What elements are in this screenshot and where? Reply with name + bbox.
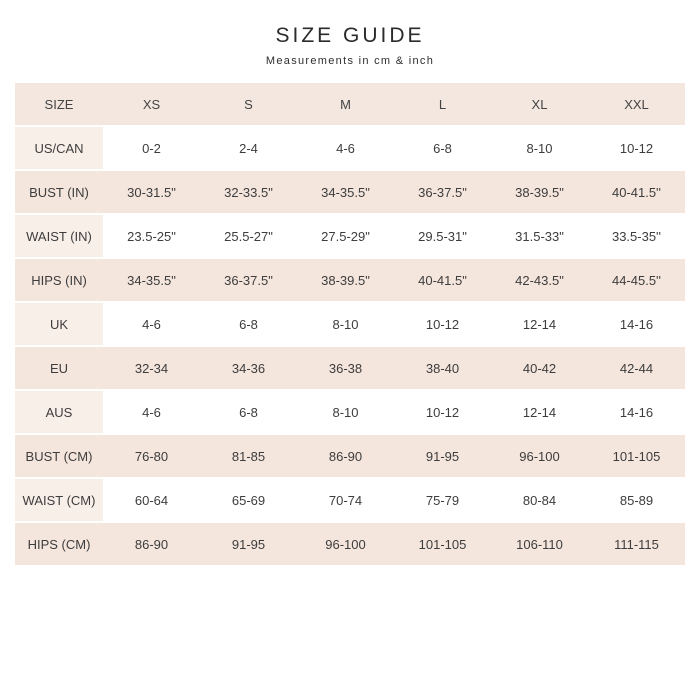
row-label: BUST (IN) xyxy=(15,171,103,213)
size-cell: 76-80 xyxy=(103,435,200,477)
size-cell: 10-12 xyxy=(588,127,685,169)
column-header: S xyxy=(200,83,297,125)
size-cell: 86-90 xyxy=(103,523,200,565)
size-cell: 27.5-29" xyxy=(297,215,394,257)
column-header: L xyxy=(394,83,491,125)
size-cell: 12-14 xyxy=(491,303,588,345)
column-header-size: SIZE xyxy=(15,83,103,125)
size-cell: 101-105 xyxy=(588,435,685,477)
size-cell: 33.5-35'' xyxy=(588,215,685,257)
size-cell: 34-36 xyxy=(200,347,297,389)
size-cell: 6-8 xyxy=(200,303,297,345)
size-cell: 86-90 xyxy=(297,435,394,477)
size-cell: 38-40 xyxy=(394,347,491,389)
size-cell: 38-39.5" xyxy=(491,171,588,213)
table-row xyxy=(15,215,685,257)
table-row xyxy=(15,303,685,345)
size-cell: 8-10 xyxy=(491,127,588,169)
row-label: EU xyxy=(15,347,103,389)
size-cell: 65-69 xyxy=(200,479,297,521)
table-body xyxy=(15,127,685,565)
size-cell: 80-84 xyxy=(491,479,588,521)
size-cell: 38-39.5" xyxy=(297,259,394,301)
size-cell: 10-12 xyxy=(394,303,491,345)
size-cell: 31.5-33" xyxy=(491,215,588,257)
size-cell: 91-95 xyxy=(200,523,297,565)
size-cell: 36-37.5" xyxy=(200,259,297,301)
row-label: WAIST (IN) xyxy=(15,215,103,257)
column-header: M xyxy=(297,83,394,125)
table-row xyxy=(15,391,685,433)
size-cell: 6-8 xyxy=(200,391,297,433)
size-cell: 75-79 xyxy=(394,479,491,521)
size-cell: 40-41.5" xyxy=(394,259,491,301)
size-cell: 42-43.5" xyxy=(491,259,588,301)
size-cell: 12-14 xyxy=(491,391,588,433)
size-cell: 40-41.5'' xyxy=(588,171,685,213)
size-cell: 34-35.5" xyxy=(297,171,394,213)
row-label: US/CAN xyxy=(15,127,103,169)
size-cell: 96-100 xyxy=(491,435,588,477)
table-row xyxy=(15,171,685,213)
size-cell: 8-10 xyxy=(297,391,394,433)
column-header: XL xyxy=(491,83,588,125)
size-cell: 32-33.5" xyxy=(200,171,297,213)
size-cell: 4-6 xyxy=(103,303,200,345)
row-label: UK xyxy=(15,303,103,345)
size-cell: 106-110 xyxy=(491,523,588,565)
column-header: XS xyxy=(103,83,200,125)
size-cell: 85-89 xyxy=(588,479,685,521)
size-cell: 60-64 xyxy=(103,479,200,521)
size-cell: 96-100 xyxy=(297,523,394,565)
size-cell: 4-6 xyxy=(297,127,394,169)
page-subtitle: Measurements in cm & inch xyxy=(265,55,435,67)
size-cell: 70-74 xyxy=(297,479,394,521)
page-header xyxy=(0,0,700,67)
size-cell: 23.5-25" xyxy=(103,215,200,257)
row-label: WAIST (CM) xyxy=(15,479,103,521)
size-cell: 6-8 xyxy=(394,127,491,169)
size-cell: 30-31.5" xyxy=(103,171,200,213)
header-row xyxy=(15,83,685,125)
size-cell: 81-85 xyxy=(200,435,297,477)
size-cell: 0-2 xyxy=(103,127,200,169)
size-cell: 14-16 xyxy=(588,303,685,345)
table-row xyxy=(15,523,685,565)
size-cell: 4-6 xyxy=(103,391,200,433)
size-cell: 25.5-27" xyxy=(200,215,297,257)
table-header xyxy=(15,83,685,125)
table-row xyxy=(15,479,685,521)
table-row xyxy=(15,435,685,477)
size-guide-table xyxy=(15,81,685,567)
size-cell: 40-42 xyxy=(491,347,588,389)
table-row xyxy=(15,347,685,389)
table-row xyxy=(15,259,685,301)
size-cell: 32-34 xyxy=(103,347,200,389)
size-cell: 36-37.5" xyxy=(394,171,491,213)
size-cell: 29.5-31" xyxy=(394,215,491,257)
size-cell: 91-95 xyxy=(394,435,491,477)
size-cell: 36-38 xyxy=(297,347,394,389)
size-cell: 101-105 xyxy=(394,523,491,565)
page-title: SIZE GUIDE xyxy=(275,24,425,47)
row-label: BUST (CM) xyxy=(15,435,103,477)
column-header: XXL xyxy=(588,83,685,125)
size-cell: 42-44 xyxy=(588,347,685,389)
size-cell: 44-45.5'' xyxy=(588,259,685,301)
row-label: HIPS (CM) xyxy=(15,523,103,565)
size-cell: 8-10 xyxy=(297,303,394,345)
row-label: HIPS (IN) xyxy=(15,259,103,301)
size-cell: 2-4 xyxy=(200,127,297,169)
size-cell: 14-16 xyxy=(588,391,685,433)
table-row xyxy=(15,127,685,169)
size-cell: 111-115 xyxy=(588,523,685,565)
size-cell: 34-35.5" xyxy=(103,259,200,301)
size-cell: 10-12 xyxy=(394,391,491,433)
row-label: AUS xyxy=(15,391,103,433)
